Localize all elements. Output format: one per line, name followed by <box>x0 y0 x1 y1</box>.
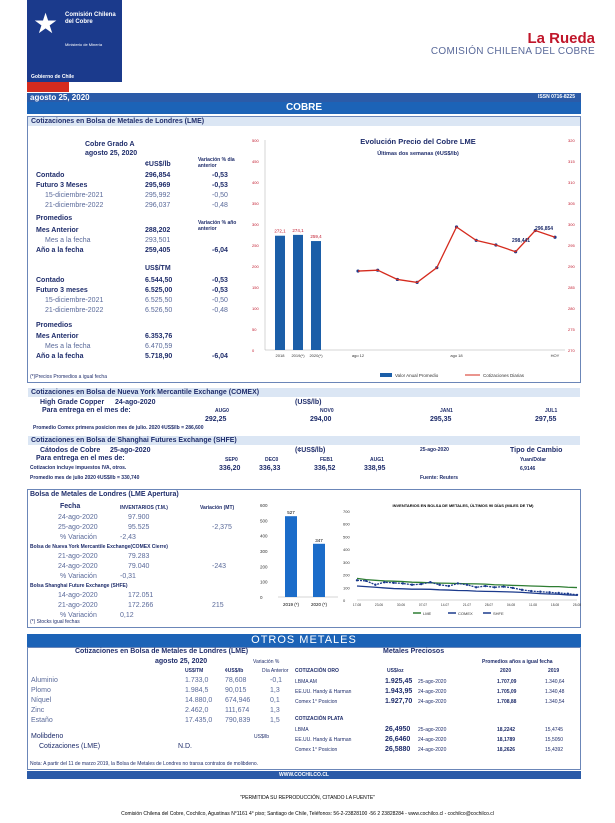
x-label: 21-07 <box>462 603 472 607</box>
shfe-stock-title: Bolsa Shanghai Future Exchange (SHFE) <box>30 583 128 589</box>
plata-date: 25-ago-2020 <box>418 727 447 733</box>
lb-row-value: 296,854 <box>145 172 171 179</box>
shfe-month: SEP0 <box>225 457 238 463</box>
bar-label: 347 <box>315 537 323 543</box>
stock-value: 79.283 <box>128 553 150 560</box>
metal-var: 1,3 <box>270 707 280 714</box>
lb-row-label: 15-diciembre-2021 <box>45 192 104 199</box>
left-tick: 300 <box>252 222 259 227</box>
lme-footnote: (*)Precios Promedios a igual fecha <box>30 374 107 380</box>
plata-date: 24-ago-2020 <box>418 737 447 743</box>
oro-value: 1.925,45 <box>385 678 413 685</box>
plata-y1: 18,1789 <box>497 737 516 743</box>
stock-change: -243 <box>212 563 227 570</box>
tm-row-var: -0,53 <box>212 277 228 284</box>
stock-date: 21-ago-2020 <box>58 553 98 560</box>
left-tick: 350 <box>252 201 259 206</box>
prom-lb-row-value: 259,405 <box>145 247 171 254</box>
shfe-cat: Cátodos de Cobre <box>40 447 101 454</box>
moli-cot: Cotizaciones (LME) <box>39 743 101 750</box>
metal-lb: 78,608 <box>225 677 247 684</box>
right-tick: 315 <box>568 159 575 164</box>
stock-change: 215 <box>212 602 224 609</box>
metal-name: Aluminio <box>31 677 58 684</box>
stock-value: 172.266 <box>128 602 154 609</box>
x-label: 18-08 <box>550 603 560 607</box>
tick: 100 <box>260 579 268 585</box>
tick: 200 <box>260 564 268 570</box>
left-tick: 50 <box>252 327 257 332</box>
tick: 500 <box>260 518 268 524</box>
bar <box>275 236 285 350</box>
x-label: 14-07 <box>440 603 450 607</box>
stocks-inv: INVENTARIOS (T.M.) <box>120 505 168 511</box>
comex-month: JUL1 <box>545 408 558 414</box>
chart1-subtitle: Últimas dos semanas (¢US$/lb) <box>377 151 459 157</box>
x-label: 07-07 <box>418 603 428 607</box>
right-tick: 300 <box>568 222 575 227</box>
right-tick: 285 <box>568 285 575 290</box>
bar <box>285 516 297 597</box>
left-tick: 200 <box>252 264 259 269</box>
prom-lb-row-var: -6,04 <box>212 247 228 254</box>
x-label: 17-08 <box>352 603 362 607</box>
shfe-value: 338,95 <box>364 465 386 472</box>
metal-name: Estaño <box>31 717 53 724</box>
comex-value: 294,00 <box>310 416 332 423</box>
oro-date: 24-ago-2020 <box>418 699 447 705</box>
plata-value: 26,4950 <box>385 726 411 733</box>
tc-date: 25-ago-2020 <box>420 447 449 453</box>
left-tick: 100 <box>252 306 259 311</box>
footer-address: Comisión Chilena del Cobre, Cochilco, Agustinas N°1161 4° piso; Santiago de Chile, Teléfonos: 56-2-23828100 -56 2 23828284 - www.cochilco.cl - cochilco@cochilco.cl <box>121 811 494 817</box>
metal-lb: 90,015 <box>225 687 247 694</box>
plata-y2: 15,4745 <box>545 727 564 733</box>
grade-label: Cobre Grado A <box>85 141 135 148</box>
moli-label: Molibdeno <box>31 733 64 740</box>
logo-ministry: Ministerio de Minería <box>65 42 103 47</box>
date-bar <box>27 93 581 102</box>
shfe-title: Cotizaciones en Bolsa de Shanghai Futures Exchange (SHFE) <box>28 436 580 445</box>
comex-title: Cotizaciones en Bolsa de Nueva York Mercantile Exchange (COMEX) <box>28 388 580 397</box>
tick: 300 <box>260 549 268 554</box>
oro-value: 1.943,95 <box>385 688 413 695</box>
metal-name: Zinc <box>31 707 45 714</box>
metal-var: 0,1 <box>270 697 280 704</box>
plata-y1: 18,2242 <box>497 727 516 733</box>
fuente: Fuente: Reuters <box>420 475 459 481</box>
lb-row-var: -0,53 <box>212 182 228 189</box>
tick: 0 <box>260 595 263 600</box>
plata-name: Comex 1° Posicion <box>295 747 338 753</box>
inventory-line-chart <box>343 497 581 622</box>
prom-lb-row-value: 288,202 <box>145 227 171 234</box>
metal-tm: 1.984,5 <box>185 687 209 694</box>
tm-row-value: 6.544,50 <box>145 277 173 284</box>
comex-date: 24-ago-2020 <box>115 399 156 406</box>
metal-lb: 790,839 <box>225 717 251 724</box>
right-tick: 310 <box>568 180 575 185</box>
stock-value: 97.900 <box>128 514 150 521</box>
bar-category: 2018 <box>275 353 285 358</box>
right-tick: 270 <box>568 348 575 353</box>
plata-y2: 15,5050 <box>545 737 564 743</box>
shfe-month: AUG1 <box>370 457 384 463</box>
comex-prom: Promedio Comex primera posicion mes de julio. 2020 ¢US$/lb = 286,600 <box>33 425 204 431</box>
prom-tm-row-value: 6.470,59 <box>145 343 173 350</box>
comex-value: 295,35 <box>430 416 452 423</box>
tick: 400 <box>260 533 268 539</box>
otros-date: agosto 25, 2020 <box>155 658 208 665</box>
oro-y2: 1.340,54 <box>545 699 565 705</box>
legend-bar-swatch <box>380 373 392 377</box>
prom-years: Promedios años a igual fecha <box>482 659 553 665</box>
right-tick: 290 <box>568 264 575 269</box>
tm-row-label: Contado <box>36 277 65 284</box>
right-tick: 305 <box>568 201 575 206</box>
x-label: 04-08 <box>506 603 516 607</box>
prom-lb-row-value: 293,501 <box>145 237 171 244</box>
left-tick: 500 <box>252 138 259 143</box>
x-label: 11-08 <box>529 603 537 607</box>
legend-line: Cotizaciones Diarias <box>483 373 525 378</box>
var-year-label: Variación % año anterior <box>198 220 237 232</box>
lb-row-label: 21-diciembre-2022 <box>45 202 104 209</box>
comex-entrega: Para entrega en el mes de: <box>42 407 131 414</box>
stock-value: 172.051 <box>128 592 154 599</box>
footer-web[interactable]: WWW.COCHILCO.CL <box>27 771 581 779</box>
metal-lb: 111,674 <box>225 707 250 714</box>
moli-val: N.D. <box>178 743 192 750</box>
tick: 0 <box>343 598 346 603</box>
bar-category: 2020(*) <box>309 353 323 358</box>
brand-title: La Rueda <box>527 30 595 47</box>
stock-value: 79.040 <box>128 563 150 570</box>
shfe-month: DEC0 <box>265 457 279 463</box>
metal-tm: 2.462,0 <box>185 707 209 714</box>
pct-value: 0,12 <box>120 612 134 619</box>
tick: 100 <box>343 585 350 591</box>
comex-month: AUG0 <box>215 408 229 414</box>
pct-label: % Variación <box>60 534 97 541</box>
series-line <box>357 586 577 595</box>
plata-title: COTIZACIÓN PLATA <box>295 716 344 722</box>
tick: 200 <box>343 572 350 578</box>
footer-permit: "PERMITIDA SU REPRODUCCIÓN, CITANDO LA FUENTE" <box>240 795 375 801</box>
tc-unit: Yuan/Dólar <box>520 457 547 463</box>
lb-row-var: -0,50 <box>212 192 228 199</box>
plata-y2: 15,4392 <box>545 747 564 753</box>
otros-title: OTROS METALES <box>27 634 581 647</box>
prom-lb-row-label: Mes a la fecha <box>45 237 91 244</box>
pct-label: % Variación <box>60 573 97 580</box>
x-label: 23-06 <box>374 603 384 607</box>
oro-name: EE.UU. Handy & Harman <box>295 689 352 695</box>
stock-change: -2,375 <box>212 524 232 531</box>
legend-bar: Valor Anual Promedio <box>395 373 439 378</box>
x-label: 28-07 <box>484 603 494 607</box>
plata-date: 24-ago-2020 <box>418 747 447 753</box>
report-date: agosto 25, 2020 <box>30 93 90 102</box>
prom-lb-row-label: Mes Anterior <box>36 227 79 234</box>
lb-row-value: 295,969 <box>145 182 171 189</box>
tm-row-var: -0,50 <box>212 297 228 304</box>
tm-row-label: 21-diciembre-2022 <box>45 307 104 314</box>
stock-date: 24-ago-2020 <box>58 563 98 570</box>
chart1-title: Evolución Precio del Cobre LME <box>360 137 476 146</box>
lb-row-var: -0,48 <box>212 202 228 209</box>
shfe-month: FEB1 <box>320 457 333 463</box>
metal-var: 1,5 <box>270 717 280 724</box>
bar <box>293 235 303 350</box>
shfe-entrega: Para entrega en el mes de: <box>36 455 125 462</box>
annot-2: 296,854 <box>535 226 554 232</box>
legend-label: SHFE <box>493 611 504 616</box>
pct-label: % Variación <box>60 612 97 619</box>
var-day-label: Variación % día anterior <box>198 157 235 169</box>
price-chart <box>250 130 580 382</box>
bar-label: 527 <box>287 510 295 516</box>
logo-gov: Gobierno de Chile <box>31 74 75 80</box>
stock-value: 95.525 <box>128 524 150 531</box>
stock-date: 21-ago-2020 <box>58 602 98 609</box>
metal-tm: 17.435,0 <box>185 717 213 724</box>
tm-row-value: 6.525,00 <box>145 287 173 294</box>
bar-label: 259,4 <box>310 234 322 240</box>
otros-u1: US$/TM <box>185 668 204 674</box>
tc-label: Tipo de Cambio <box>510 447 563 454</box>
prom-lb-row-label: Año a la fecha <box>36 247 84 254</box>
stock-date: 25-ago-2020 <box>58 524 98 531</box>
prec-title: Metales Preciosos <box>383 648 445 655</box>
line-x-label: ago 18 <box>450 353 463 358</box>
left-tick: 450 <box>252 159 259 164</box>
oro-date: 25-ago-2020 <box>418 679 447 685</box>
price-line <box>358 227 555 282</box>
brand-subtitle: COMISIÓN CHILENA DEL COBRE <box>430 46 595 57</box>
metal-lb: 674,946 <box>225 697 251 704</box>
plata-value: 26,5880 <box>385 746 411 753</box>
plata-y1: 18,2626 <box>497 747 516 753</box>
right-tick: 320 <box>568 138 575 143</box>
year2: 2019 <box>548 668 560 674</box>
bar-category: 2019 (*) <box>282 602 300 607</box>
tm-row-label: 15-diciembre-2021 <box>45 297 104 304</box>
prom-label-tm: Promedios <box>36 322 73 329</box>
oro-value: 1.927,70 <box>385 698 413 705</box>
stocks-title: Bolsa de Metales de Londres (LME Apertura) <box>30 491 179 498</box>
legend-label: LME <box>423 611 432 616</box>
year1: 2020 <box>500 668 512 674</box>
bar-category: 2020 (*) <box>310 602 328 607</box>
chart3-title: INVENTARIOS EN BOLSA DE METALES, ÚLTIMOS 90 DÍAS (MILES DE TM) <box>392 503 534 508</box>
shfe-prom: Promedio mes de julio 2020 ¢US$/lb = 330,740 <box>30 475 140 481</box>
oro-y2: 1.340,48 <box>545 689 565 695</box>
oro-y1: 1.705,09 <box>497 689 517 695</box>
series-line <box>357 580 577 595</box>
bar-label: 272,1 <box>274 228 286 234</box>
cochilco-logo <box>27 0 122 92</box>
right-tick: 295 <box>568 243 575 248</box>
unit-clb: ¢US$/lb <box>145 161 171 168</box>
oro-name: Comex 1° Posicion <box>295 699 338 705</box>
tm-row-var: -0,48 <box>212 307 228 314</box>
comex-stock-title: Bolsa de Nueva York Mercantile Exchange(COMEX Cierre) <box>30 544 168 550</box>
shfe-value: 336,20 <box>219 465 241 472</box>
plata-name: EE.UU. Handy & Harman <box>295 737 352 743</box>
bar-label: 274,1 <box>292 227 304 233</box>
unit-tm: US$/TM <box>145 265 171 272</box>
pct-value: -0,31 <box>120 573 136 580</box>
right-tick: 275 <box>568 327 575 332</box>
oro-name: LBMA AM <box>295 679 317 685</box>
oro-y2: 1.340,64 <box>545 679 565 685</box>
annot-1: 298,441 <box>512 238 531 244</box>
oro-y1: 1.707,09 <box>497 679 517 685</box>
lb-row-value: 296,037 <box>145 202 171 209</box>
oro-y1: 1.708,88 <box>497 699 517 705</box>
prec-unit: US$/oz <box>387 668 404 674</box>
stocks-var: Variación (MT) <box>200 505 235 511</box>
tick: 300 <box>343 559 350 565</box>
lb-row-label: Futuro 3 Meses <box>36 182 88 189</box>
legend-label: COMEX <box>458 611 473 616</box>
tm-row-value: 6.526,50 <box>145 307 173 314</box>
line-x-label: HOY <box>550 353 560 358</box>
tm-row-label: Futuro 3 meses <box>36 287 88 294</box>
prom-tm-row-value: 6.353,76 <box>145 333 173 340</box>
plata-name: LBMA <box>295 727 309 733</box>
x-label: 25-08 <box>572 603 581 607</box>
bar-category: 2019(*) <box>291 353 305 358</box>
left-tick: 150 <box>252 285 259 290</box>
bar <box>311 241 321 350</box>
otros-var: Variación % <box>253 659 280 665</box>
tick: 700 <box>343 509 350 514</box>
bar <box>313 544 325 597</box>
comex-value: 292,25 <box>205 416 227 423</box>
otros-lme-title: Cotizaciones en Bolsa de Metales de Londres (LME) <box>75 648 249 655</box>
stock-date: 24-ago-2020 <box>58 514 98 521</box>
metal-name: Níquel <box>31 697 52 704</box>
inventory-bar-chart <box>260 497 340 617</box>
otros-nota: Nota: A partir del 11 de marzo 2019, la Bolsa de Metales de Londres no transa contratos de molibdeno. <box>30 761 259 767</box>
stock-date: 14-ago-2020 <box>58 592 98 599</box>
tm-row-var: -0,53 <box>212 287 228 294</box>
left-tick: 0 <box>252 348 255 353</box>
prom-tm-row-value: 5.718,90 <box>145 353 173 360</box>
lb-row-var: -0,53 <box>212 172 228 179</box>
prom-tm-row-label: Mes Anterior <box>36 333 79 340</box>
logo-text: Comisión Chilena del Cobre <box>65 12 116 25</box>
comex-month: NOV0 <box>320 408 334 414</box>
lb-row-value: 295,992 <box>145 192 171 199</box>
tm-row-value: 6.525,50 <box>145 297 173 304</box>
otros-u3: Día Anterior <box>262 668 289 674</box>
shfe-date: 25-ago-2020 <box>110 447 151 454</box>
left-tick: 400 <box>252 180 259 185</box>
lb-row-label: Contado <box>36 172 65 179</box>
tick: 500 <box>343 534 350 540</box>
metal-tm: 14.880,0 <box>185 697 213 704</box>
prom-tm-row-var: -6,04 <box>212 353 228 360</box>
left-tick: 250 <box>252 243 259 248</box>
tc-val: 6,9146 <box>520 466 536 472</box>
shfe-unit: (¢US$/lb) <box>295 447 326 454</box>
section-title: COBRE <box>27 102 581 114</box>
comex-value: 297,55 <box>535 416 557 423</box>
comex-unit: (US$/lb) <box>295 399 322 406</box>
tick: 600 <box>260 503 268 508</box>
stocks-fecha: Fecha <box>60 503 81 510</box>
shfe-value: 336,52 <box>314 465 336 472</box>
oro-title: COTIZACIÓN ORO <box>295 668 339 674</box>
shfe-value: 336,33 <box>259 465 281 472</box>
pct-value: -2,43 <box>120 534 136 541</box>
tick: 600 <box>343 521 350 527</box>
shfe-iva: Cotizacion incluye impuestos IVA, otros. <box>30 465 127 471</box>
comex-hg: High Grade Copper <box>40 399 105 406</box>
prom-label: Promedios <box>36 215 73 222</box>
otros-u2: ¢US$/lb <box>225 668 244 674</box>
metal-var: -0,1 <box>270 677 283 684</box>
line-x-label: ago 12 <box>351 353 365 358</box>
prom-tm-row-label: Mes a la fecha <box>45 343 91 350</box>
star-icon: ★ <box>33 8 59 39</box>
metal-name: Plomo <box>31 687 51 694</box>
lme-date: agosto 25, 2020 <box>85 150 138 157</box>
metal-var: 1,3 <box>270 687 280 694</box>
oro-date: 24-ago-2020 <box>418 689 447 695</box>
issn: ISSN 0716-8225 <box>538 94 575 100</box>
metal-tm: 1.733,0 <box>185 677 209 684</box>
prom-tm-row-label: Año a la fecha <box>36 353 84 360</box>
right-tick: 280 <box>568 306 575 311</box>
tick: 400 <box>343 547 350 553</box>
moli-unit: US$/lb <box>254 734 270 740</box>
plata-value: 26,6460 <box>385 736 411 743</box>
stocks-note: (*) Stocks igual fechas <box>30 619 80 625</box>
lme-title: Cotizaciones en Bolsa de Metales de Londres (LME) <box>28 117 580 126</box>
comex-month: JAN1 <box>440 408 453 414</box>
x-label: 30-06 <box>396 603 406 607</box>
